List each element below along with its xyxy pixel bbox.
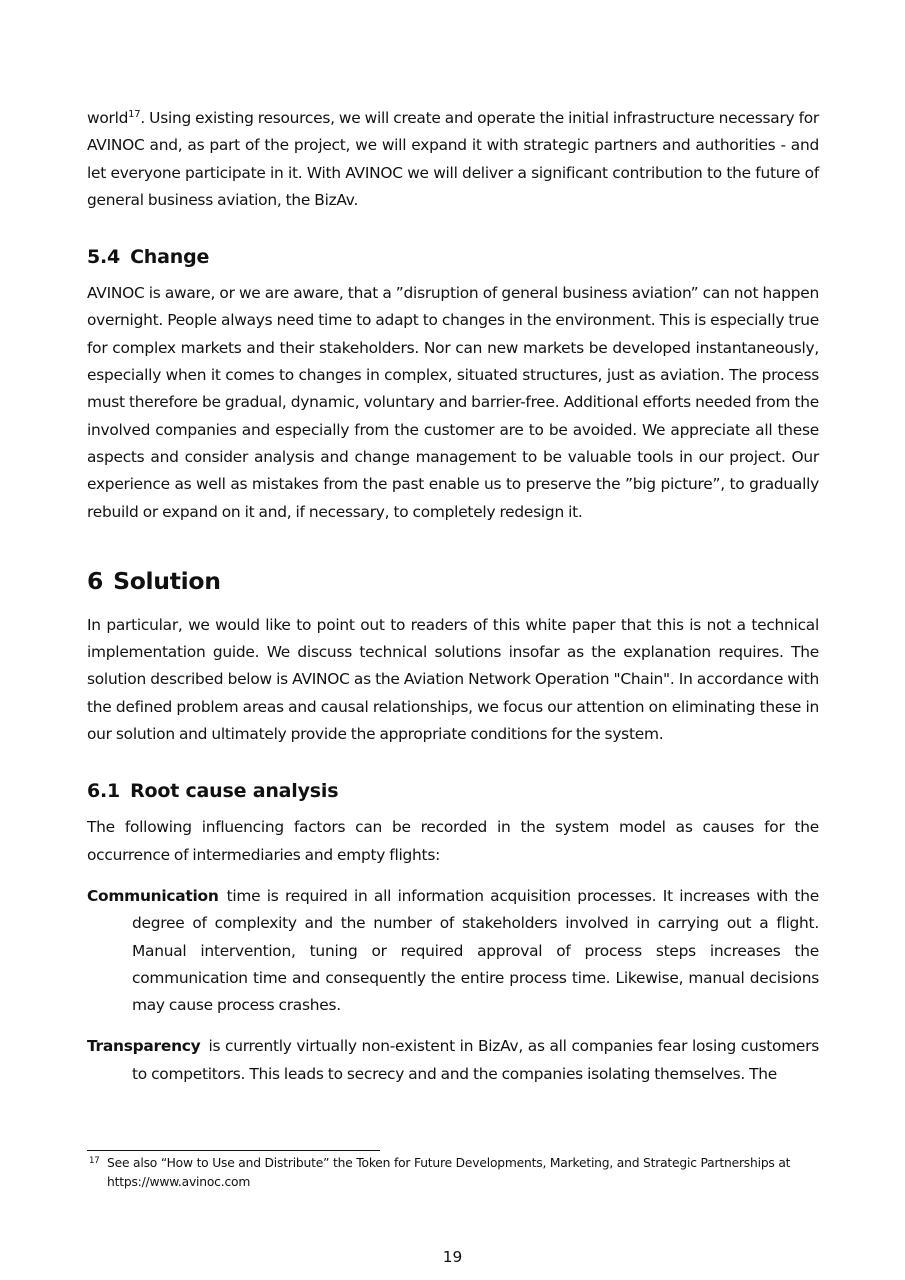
solution-paragraph: In particular, we would like to point out to readers of this white paper that this is not a technical implementation guide. We discuss technical solutions insofar as the explanation requires. The solution described below is AVINOC as the Aviation Network Operation "Chain". In accordance with the defined problem areas and causal relationships, we focus our attention on eliminating these in our solution and ultimately provide the appropriate conditions for the system.: [87, 615, 819, 744]
footnote-divider: [87, 1150, 380, 1151]
definition-item-communication: [87, 883, 819, 1019]
footnote-reference[interactable]: 17: [128, 109, 141, 120]
page-body: [87, 105, 819, 1088]
section-heading-5-4: [87, 244, 819, 270]
change-paragraph: AVINOC is aware, or we are aware, that a ”disruption of general business aviation” can not happen overnight. People always need time to adapt to changes in the environment. This is especially true for complex markets and their stakeholders. Nor can new markets be developed instantaneously, especially when it comes to changes in complex, situated structures, just as aviation. The process must therefore be gradual, dynamic, voluntary and barrier-free. Additional efforts needed from the involved companies and especially from the customer are to be avoided. We appreciate all these aspects and consider analysis and change management to be valuable tools in our project. Our experience as well as mistakes from the past enable us to preserve the ”big picture”, to gradually rebuild or expand on it and, if necessary, to completely redesign it.: [87, 284, 819, 521]
footnote: [87, 1154, 819, 1192]
page-number: 19: [442, 1248, 463, 1266]
definition-term: Communication: [87, 886, 219, 905]
root-cause-paragraph: The following influencing factors can be recorded in the system model as causes for the occurrence of intermediaries and empty flights:: [87, 818, 819, 864]
definition-item-transparency: [87, 1033, 819, 1088]
footnote-text: See also “How to Use and Distribute” the Token for Future Developments, Marketing, and Strategic Partnerships at https://www.avinoc.com: [107, 1156, 791, 1189]
section-number: 6.1: [87, 780, 121, 803]
intro-lead-word: world: [87, 109, 129, 127]
footnote-mark: 17: [89, 1156, 100, 1166]
section-number: 5.4: [87, 246, 121, 269]
section-title: Solution: [113, 566, 221, 595]
definition-text: is currently virtually non-existent in BizAv, as all companies fear losing customers to competitors. This leads to secrecy and and the companies isolating themselves. The: [132, 1037, 819, 1083]
definition-term: Transparency: [87, 1037, 201, 1056]
definition-text: time is required in all information acquisition processes. It increases with the degree of complexity and the number of stakeholders involved in carrying out a flight. Manual intervention, tuning or required approval of process steps increases the communication time and consequently the entire process time. Likewise, manual decisions may cause process crashes.: [132, 886, 819, 1015]
section-heading-6: [87, 566, 819, 596]
section-number: 6: [87, 566, 104, 595]
section-heading-6-1: [87, 778, 819, 804]
section-title: Change: [130, 246, 210, 269]
intro-text: . Using existing resources, we will create and operate the initial infrastructure necessary for AVINOC and, as part of the project, we will expand it with strategic partners and authorities - and let everyone participate in it. With AVINOC we will deliver a significant contribution to the future of general business aviation, the BizAv.: [87, 109, 819, 209]
intro-paragraph: [87, 105, 819, 214]
section-title: Root cause analysis: [130, 780, 339, 803]
